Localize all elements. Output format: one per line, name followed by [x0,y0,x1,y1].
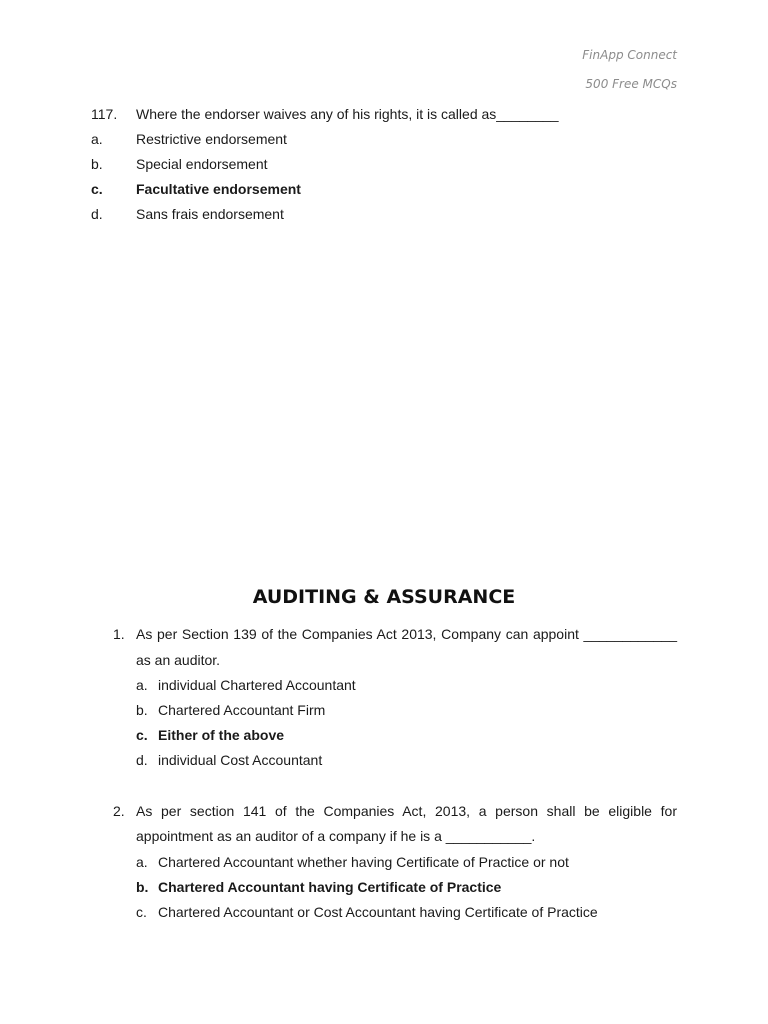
option-text: Restrictive endorsement [136,131,287,147]
option-text: Chartered Accountant whether having Certificate of Practice or not [158,854,569,870]
option-text: individual Cost Accountant [158,752,323,768]
question-text-line-1: As per Section 139 of the Companies Act 2013, Company can appoint ____________ [136,626,677,642]
option-text-answer: Facultative endorsement [136,181,301,197]
question-text-line-2: as an auditor. [136,652,221,668]
option-letter: b. [136,702,148,718]
header-subtitle: 500 Free MCQs [585,77,677,91]
question-text: Where the endorser waives any of his rights, it is called as________ [136,106,559,122]
option-text: Chartered Accountant or Cost Accountant having Certificate of Practice [158,904,598,920]
option-letter: d. [91,206,103,222]
question-text-line-2: appointment as an auditor of a company if he is a ___________. [136,828,536,844]
option-letter: a. [136,854,148,870]
option-text-answer: Either of the above [158,727,285,743]
option-letter: c. [136,904,147,920]
question-text-line-1: As per section 141 of the Companies Act, 2013, a person shall be eligible for [136,803,677,819]
option-text-answer: Chartered Accountant having Certificate of Practice [158,879,502,895]
option-text: Special endorsement [136,156,268,172]
option-letter-answer: b. [136,879,149,895]
option-letter: b. [91,156,103,172]
option-text: Chartered Accountant Firm [158,702,326,718]
section-title: AUDITING & ASSURANCE [252,586,516,608]
option-letter: d. [136,752,148,768]
option-text: individual Chartered Accountant [158,677,356,693]
option-letter: a. [136,677,148,693]
option-letter-answer: c. [136,727,148,743]
option-text: Sans frais endorsement [136,206,284,222]
option-letter-answer: c. [91,181,103,197]
question-number: 2. [113,803,125,819]
question-number: 117. [91,106,118,122]
header-brand: FinApp Connect [582,48,677,62]
option-letter: a. [91,131,103,147]
question-number: 1. [113,626,125,642]
